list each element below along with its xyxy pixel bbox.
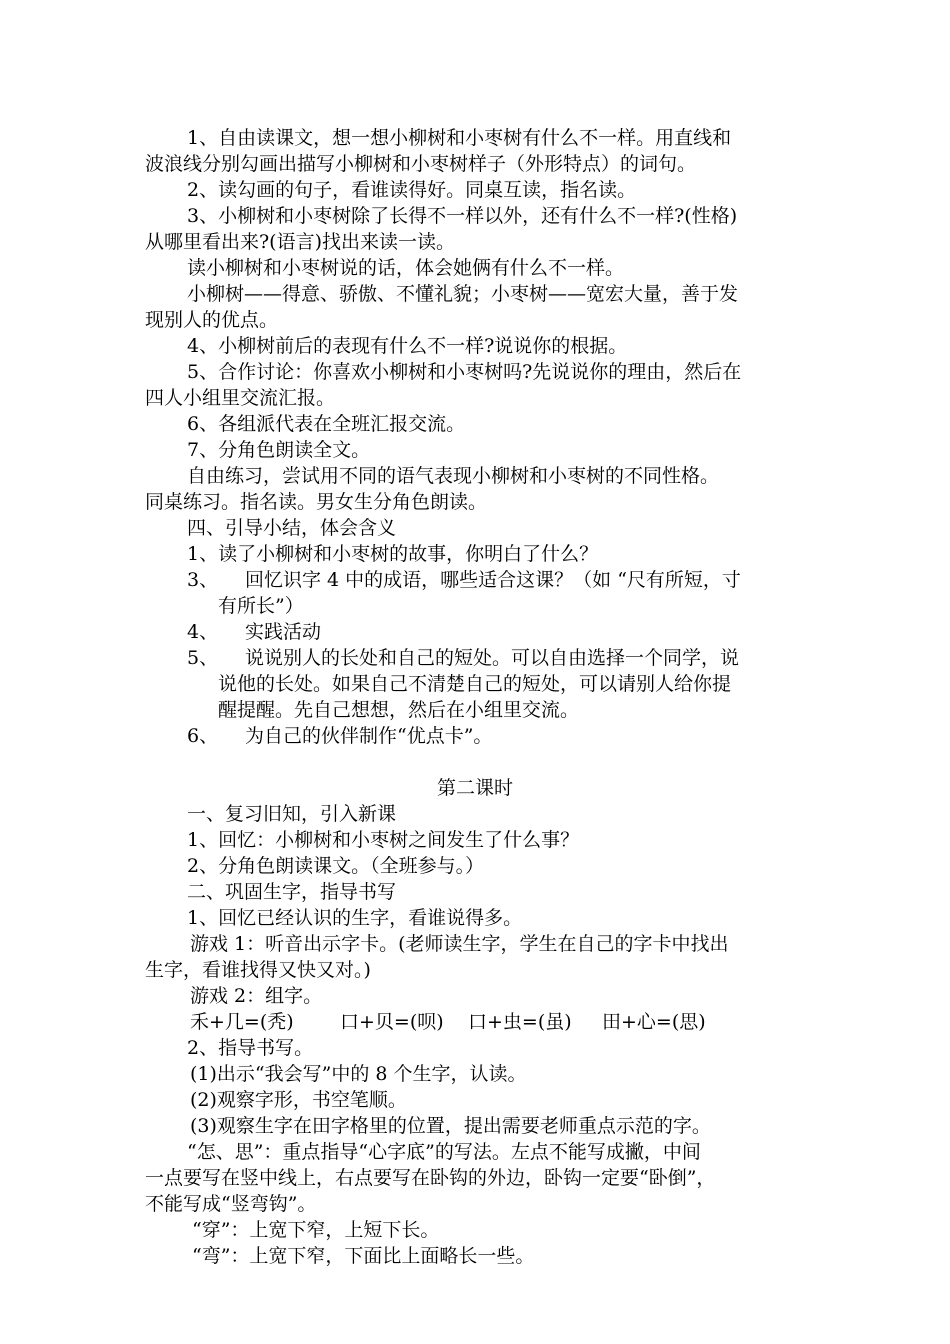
section-heading: 一、复习旧知，引入新课 <box>187 803 397 825</box>
paragraph-line: 现别人的优点。 <box>145 309 279 331</box>
paragraph-line: 小柳树——得意、骄傲、不懂礼貌；小枣树——宽宏大量，善于发 <box>187 283 739 305</box>
paragraph-line: “弯”：上宽下窄，下面比上面略长一些。 <box>192 1245 535 1267</box>
list-number: 3、 <box>187 569 219 591</box>
paragraph-line: 自由练习，尝试用不同的语气表现小柳树和小枣树的不同性格。 <box>187 465 720 487</box>
character-formula: 口+贝=(呗) <box>340 1011 444 1033</box>
paragraph-line: 2、读勾画的句子，看谁读得好。同桌互读，指名读。 <box>187 179 637 201</box>
paragraph-line: 四人小组里交流汇报。 <box>145 387 336 409</box>
paragraph-line: “怎、思”：重点指导“心字底”的写法。左点不能写成撇，中间 <box>187 1141 701 1163</box>
section-heading: 二、巩固生字，指导书写 <box>187 881 397 903</box>
list-item-text: 为自己的伙伴制作“优点卡”。 <box>245 725 493 747</box>
paragraph-line: (3)观察生字在田字格里的位置，提出需要老师重点示范的字。 <box>190 1115 711 1137</box>
list-item-text: 说说别人的长处和自己的短处。可以自由选择一个同学，说 <box>245 647 740 669</box>
paragraph-line: (2)观察字形，书空笔顺。 <box>190 1089 407 1111</box>
paragraph-line: 2、指导书写。 <box>187 1037 314 1059</box>
section-heading: 四、引导小结，体会含义 <box>187 517 397 539</box>
list-number: 5、 <box>187 647 219 669</box>
lesson-title: 第二课时 <box>436 777 513 799</box>
paragraph-line: 1、自由读课文，想一想小柳树和小枣树有什么不一样。用直线和 <box>187 127 732 149</box>
character-formula: 禾+几=(秃) <box>190 1011 294 1033</box>
list-item-text: 醒提醒。先自己想想，然后在小组里交流。 <box>218 699 580 721</box>
list-item-text: 实践活动 <box>245 621 322 643</box>
character-formula: 口+虫=(虽) <box>468 1011 572 1033</box>
paragraph-line: 游戏 2：组字。 <box>190 985 323 1007</box>
paragraph-line: 1、读了小柳树和小枣树的故事，你明白了什么？ <box>187 543 599 565</box>
paragraph-line: 从哪里看出来?(语言)找出来读一读。 <box>145 231 456 253</box>
list-item-text: 有所长”） <box>218 595 304 617</box>
paragraph-line: “穿”：上宽下窄，上短下长。 <box>192 1219 440 1241</box>
list-item-text: 回忆识字 4 中的成语，哪些适合这课？（如 “尺有所短，寸 <box>245 569 741 591</box>
paragraph-line: 6、各组派代表在全班汇报交流。 <box>187 413 466 435</box>
paragraph-line: 读小柳树和小枣树说的话，体会她俩有什么不一样。 <box>187 257 625 279</box>
paragraph-line: 3、小柳树和小枣树除了长得不一样以外，还有什么不一样?(性格) <box>187 205 738 227</box>
paragraph-line: 游戏 1：听音出示字卡。(老师读生字，学生在自己的字卡中找出 <box>190 933 729 955</box>
paragraph-line: (1)出示“我会写”中的 8 个生字，认读。 <box>190 1063 527 1085</box>
paragraph-line: 波浪线分别勾画出描写小柳树和小枣树样子（外形特点）的词句。 <box>145 153 697 175</box>
paragraph-line: 7、分角色朗读全文。 <box>187 439 371 461</box>
paragraph-line: 同桌练习。指名读。男女生分角色朗读。 <box>145 491 488 513</box>
list-item-text: 说他的长处。如果自己不清楚自己的短处，可以请别人给你提 <box>218 673 732 695</box>
paragraph-line: 5、合作讨论：你喜欢小柳树和小枣树吗?先说说你的理由，然后在 <box>187 361 742 383</box>
list-number: 4、 <box>187 621 219 643</box>
list-number: 6、 <box>187 725 219 747</box>
paragraph-line: 1、回忆已经认识的生字，看谁说得多。 <box>187 907 523 929</box>
paragraph-line: 4、小柳树前后的表现有什么不一样?说说你的根据。 <box>187 335 628 357</box>
paragraph-line: 2、分角色朗读课文。（全班参与。） <box>187 855 485 877</box>
character-formula: 田+心=(思) <box>602 1011 706 1033</box>
paragraph-line: 不能写成“竖弯钩”。 <box>145 1193 317 1215</box>
paragraph-line: 一点要写在竖中线上，右点要写在卧钩的外边，卧钩一定要“卧倒”， <box>145 1167 716 1189</box>
paragraph-line: 1、回忆：小柳树和小枣树之间发生了什么事？ <box>187 829 580 851</box>
paragraph-line: 生字，看谁找得又快又对。) <box>145 959 371 981</box>
